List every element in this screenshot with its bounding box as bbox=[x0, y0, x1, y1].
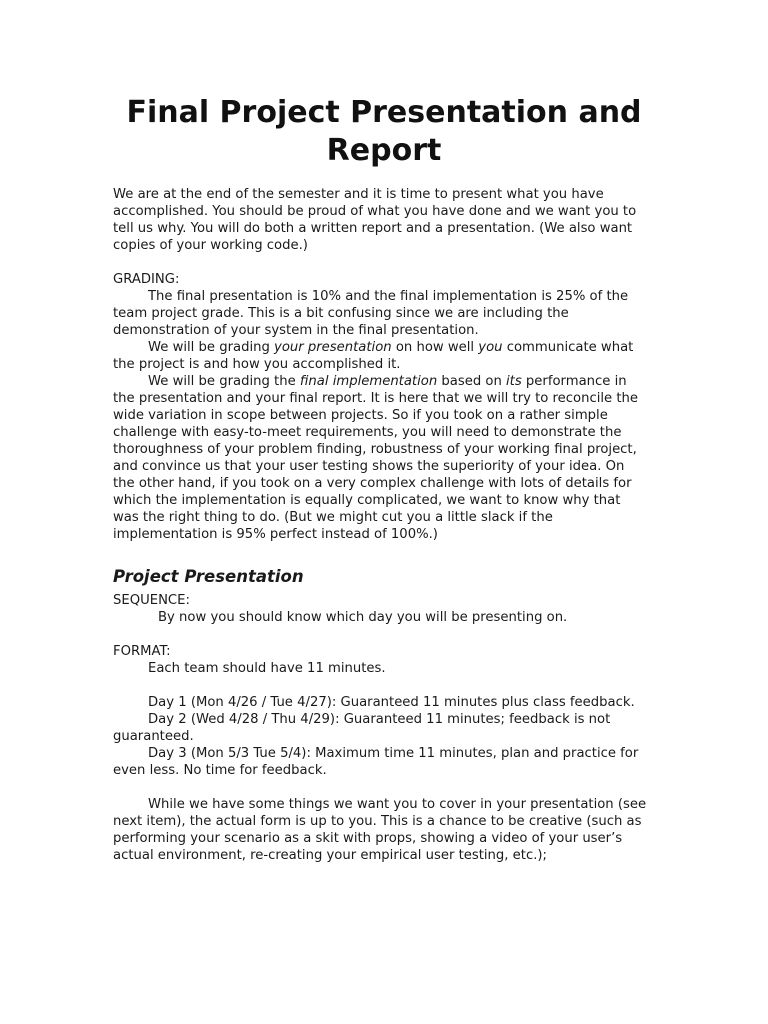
intro-paragraph: We are at the end of the semester and it is time to present what you have accomplished. You should be proud of what you have done and we want you to tell us why. You will do both a written report and a presentation. (We also want copies of your working code.) bbox=[113, 187, 637, 253]
text-run: based on bbox=[437, 374, 507, 389]
day-3-item: Day 3 (Mon 5/3 Tue 5/4): Maximum time 11 minutes, plan and practice for even less. No time for feedback. bbox=[113, 746, 639, 778]
grading-paragraph-1: The final presentation is 10% and the final implementation is 25% of the team project grade. This is a bit confusing since we are including the demonstration of your system in the final presentation. bbox=[113, 289, 629, 338]
grading-paragraph-3 bbox=[113, 373, 648, 543]
day-1-item: Day 1 (Mon 4/26 / Tue 4/27): Guaranteed 11 minutes plus class feedback. bbox=[148, 695, 635, 710]
section-heading-presentation: Project Presentation bbox=[113, 567, 304, 586]
text-run: We will be grading the bbox=[148, 374, 300, 389]
grading-paragraph-2 bbox=[113, 339, 648, 373]
format-label: FORMAT: bbox=[113, 644, 171, 659]
document-title: Final Project Presentation and Report bbox=[126, 95, 642, 168]
sequence-label: SEQUENCE: bbox=[113, 593, 190, 608]
closing-paragraph: While we have some things we want you to cover in your presentation (see next item), the actual form is up to you. This is a chance to be creative (such as performing your scenario as a skit with props, showing a video of your user’s actual environment, re-creating your empirical user testing, etc.); bbox=[113, 797, 647, 863]
document-body bbox=[113, 186, 648, 864]
sequence-text: By now you should know which day you will be presenting on. bbox=[158, 610, 568, 625]
emphasis: its bbox=[506, 374, 522, 389]
text-run: We will be grading bbox=[148, 340, 275, 355]
day-2-item: Day 2 (Wed 4/28 / Thu 4/29): Guaranteed 11 minutes; feedback is not guaranteed. bbox=[113, 712, 611, 744]
emphasis: final implementation bbox=[299, 374, 438, 389]
text-run: performance in the presentation and your final report. It is here that we will try to reconcile the wide variation in scope between projects. So if you took on a rather simple challenge with easy-to-meet requirements, you will need to demonstrate the thoroughness of your problem finding, robustness of your working final project, and convince us that your user testing shows the superiority of your idea. On the other hand, if you took on a very complex challenge with lots of details for which the implementation is equally complicated, we want to know why that was the right thing to do. (But we might cut you a little slack if the implementation is 95% perfect instead of 100%.) bbox=[113, 374, 638, 542]
format-text: Each team should have 11 minutes. bbox=[148, 661, 386, 676]
emphasis: you bbox=[478, 340, 503, 355]
text-run: communicate what the project is and how you accomplished it. bbox=[113, 340, 634, 372]
emphasis: your presentation bbox=[274, 340, 392, 355]
grading-label: GRADING: bbox=[113, 272, 180, 287]
text-run: on how well bbox=[391, 340, 479, 355]
